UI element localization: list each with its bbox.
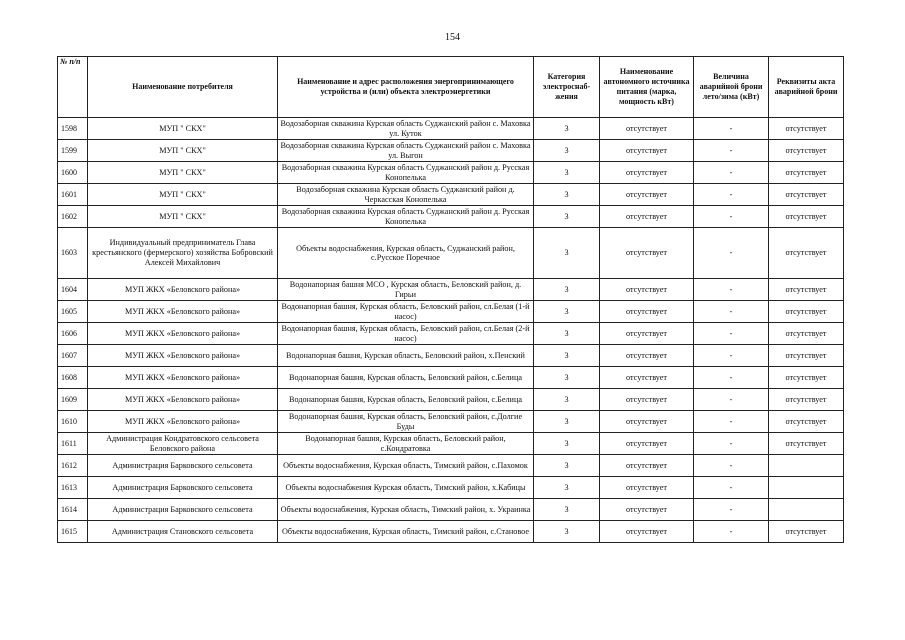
- table-row: [58, 477, 844, 499]
- consumer-cell: МУП ЖКХ «Беловского района»: [88, 323, 278, 345]
- act-details-cell: отсутствует: [769, 206, 844, 228]
- emergency-reserve-cell: -: [694, 323, 769, 345]
- power-source-cell: отсутствует: [600, 184, 694, 206]
- category-cell: 3: [534, 477, 600, 499]
- category-cell: 3: [534, 411, 600, 433]
- act-details-cell: отсутствует: [769, 345, 844, 367]
- power-source-cell: отсутствует: [600, 323, 694, 345]
- page-number: 154: [445, 32, 460, 43]
- category-cell: 3: [534, 184, 600, 206]
- category-cell: 3: [534, 499, 600, 521]
- table-row: [58, 433, 844, 455]
- emergency-reserve-cell: -: [694, 345, 769, 367]
- table-row: [58, 162, 844, 184]
- act-details-cell: [769, 499, 844, 521]
- object-address-cell: Водозаборная скважина Курская область Суджанский район с. Маховка ул. Куток: [278, 118, 534, 140]
- emergency-reserve-cell: -: [694, 477, 769, 499]
- row-number-cell: 1609: [58, 389, 88, 411]
- emergency-reserve-cell: -: [694, 228, 769, 279]
- row-number-cell: 1600: [58, 162, 88, 184]
- object-address-cell: Водонапорная башня, Курская область, Беловский район, х.Пенский: [278, 345, 534, 367]
- power-source-cell: отсутствует: [600, 455, 694, 477]
- row-number-cell: 1614: [58, 499, 88, 521]
- power-source-cell: отсутствует: [600, 301, 694, 323]
- consumer-cell: МУП " СКХ": [88, 184, 278, 206]
- table-row: [58, 323, 844, 345]
- consumer-cell: МУП ЖКХ «Беловского района»: [88, 279, 278, 301]
- act-details-cell: отсутствует: [769, 140, 844, 162]
- row-number-cell: 1598: [58, 118, 88, 140]
- object-address-cell: Водозаборная скважина Курская область Суджанский район д. Черкасская Конопелька: [278, 184, 534, 206]
- act-details-cell: отсутствует: [769, 118, 844, 140]
- act-details-cell: отсутствует: [769, 367, 844, 389]
- category-cell: 3: [534, 345, 600, 367]
- category-cell: 3: [534, 162, 600, 184]
- row-number-cell: 1613: [58, 477, 88, 499]
- category-cell: 3: [534, 323, 600, 345]
- object-address-cell: Водонапорная башня, Курская область, Беловский район, с.Белица: [278, 367, 534, 389]
- row-number-cell: 1606: [58, 323, 88, 345]
- consumer-cell: Администрация Барковского сельсовета: [88, 455, 278, 477]
- table-row: [58, 411, 844, 433]
- row-number-cell: 1605: [58, 301, 88, 323]
- emergency-reserve-cell: -: [694, 301, 769, 323]
- row-number-cell: 1608: [58, 367, 88, 389]
- emergency-reserve-cell: -: [694, 455, 769, 477]
- emergency-reserve-cell: -: [694, 389, 769, 411]
- consumers-table: [57, 56, 844, 543]
- power-source-cell: отсутствует: [600, 389, 694, 411]
- category-cell: 3: [534, 279, 600, 301]
- consumer-cell: МУП ЖКХ «Беловского района»: [88, 389, 278, 411]
- object-address-cell: Объекты водоснабжения, Курская область, Тимский район, с.Становое: [278, 521, 534, 543]
- table-row: [58, 279, 844, 301]
- table-row: [58, 345, 844, 367]
- table-row: [58, 184, 844, 206]
- power-source-cell: отсутствует: [600, 118, 694, 140]
- power-source-cell: отсутствует: [600, 140, 694, 162]
- header-category: Категория электроснаб-жения: [534, 57, 600, 118]
- power-source-cell: отсутствует: [600, 206, 694, 228]
- consumer-cell: МУП " СКХ": [88, 140, 278, 162]
- consumer-cell: Индивидуальный предприниматель Глава крестьянского (фермерского) хозяйства Бобровский Алексей Михайлович: [88, 228, 278, 279]
- object-address-cell: Объекты водоснабжения, Курская область, Тимский район, х. Украинка: [278, 499, 534, 521]
- emergency-reserve-cell: -: [694, 499, 769, 521]
- category-cell: 3: [534, 521, 600, 543]
- row-number-cell: 1615: [58, 521, 88, 543]
- emergency-reserve-cell: -: [694, 279, 769, 301]
- act-details-cell: отсутствует: [769, 521, 844, 543]
- consumer-cell: МУП " СКХ": [88, 206, 278, 228]
- act-details-cell: отсутствует: [769, 411, 844, 433]
- consumer-cell: Администрация Барковского сельсовета: [88, 477, 278, 499]
- table-header-row: [58, 57, 844, 118]
- category-cell: 3: [534, 367, 600, 389]
- row-number-cell: 1610: [58, 411, 88, 433]
- row-number-cell: 1599: [58, 140, 88, 162]
- emergency-reserve-cell: -: [694, 184, 769, 206]
- header-consumer: Наименование потребителя: [88, 57, 278, 118]
- category-cell: 3: [534, 206, 600, 228]
- table-row: [58, 521, 844, 543]
- act-details-cell: отсутствует: [769, 389, 844, 411]
- table-row: [58, 455, 844, 477]
- object-address-cell: Водонапорная башня, Курская область, Беловский район, с.Белица: [278, 389, 534, 411]
- header-emergency-reserve: Величина аварийной брони лето/зима (кВт): [694, 57, 769, 118]
- consumer-cell: МУП ЖКХ «Беловского района»: [88, 411, 278, 433]
- row-number-cell: 1604: [58, 279, 88, 301]
- act-details-cell: отсутствует: [769, 323, 844, 345]
- emergency-reserve-cell: -: [694, 411, 769, 433]
- act-details-cell: [769, 477, 844, 499]
- power-source-cell: отсутствует: [600, 279, 694, 301]
- power-source-cell: отсутствует: [600, 345, 694, 367]
- table-body: [58, 118, 844, 543]
- consumer-cell: Администрация Становского сельсовета: [88, 521, 278, 543]
- header-object: Наименование и адрес расположения энергопринимающего устройства и (или) объекта электроэнергетики: [278, 57, 534, 118]
- row-number-cell: 1601: [58, 184, 88, 206]
- power-source-cell: отсутствует: [600, 162, 694, 184]
- category-cell: 3: [534, 301, 600, 323]
- object-address-cell: Водонапорная башня, Курская область, Беловский район, с.Долгие Буды: [278, 411, 534, 433]
- consumer-cell: МУП ЖКХ «Беловского района»: [88, 345, 278, 367]
- consumer-cell: Администрация Кондратовского сельсовета Беловского района: [88, 433, 278, 455]
- category-cell: 3: [534, 228, 600, 279]
- emergency-reserve-cell: -: [694, 140, 769, 162]
- act-details-cell: отсутствует: [769, 184, 844, 206]
- emergency-reserve-cell: -: [694, 206, 769, 228]
- category-cell: 3: [534, 389, 600, 411]
- category-cell: 3: [534, 455, 600, 477]
- consumer-cell: Администрация Барковского сельсовета: [88, 499, 278, 521]
- act-details-cell: отсутствует: [769, 279, 844, 301]
- category-cell: 3: [534, 433, 600, 455]
- row-number-cell: 1611: [58, 433, 88, 455]
- object-address-cell: Водонапорная башня МСО , Курская область, Беловский район, д. Гирьи: [278, 279, 534, 301]
- object-address-cell: Объекты водоснабжения, Курская область, Суджанский район, с.Русское Поречное: [278, 228, 534, 279]
- consumer-cell: МУП ЖКХ «Беловского района»: [88, 301, 278, 323]
- act-details-cell: отсутствует: [769, 301, 844, 323]
- object-address-cell: Объекты водоснабжения Курская область, Тимский район, х.Кабицы: [278, 477, 534, 499]
- object-address-cell: Водозаборная скважина Курская область Суджанский район д. Русская Конопелька: [278, 162, 534, 184]
- category-cell: 3: [534, 140, 600, 162]
- consumer-cell: МУП ЖКХ «Беловского района»: [88, 367, 278, 389]
- power-source-cell: отсутствует: [600, 228, 694, 279]
- object-address-cell: Объекты водоснабжения, Курская область, Тимский район, с.Пахомок: [278, 455, 534, 477]
- table-row: [58, 206, 844, 228]
- power-source-cell: отсутствует: [600, 411, 694, 433]
- header-number: № п/п: [58, 57, 88, 118]
- table-row: [58, 367, 844, 389]
- act-details-cell: отсутствует: [769, 228, 844, 279]
- object-address-cell: Водонапорная башня, Курская область, Беловский район, с.Кондратовка: [278, 433, 534, 455]
- header-act-details: Реквизиты акта аварийной брони: [769, 57, 844, 118]
- act-details-cell: [769, 455, 844, 477]
- emergency-reserve-cell: -: [694, 118, 769, 140]
- table-row: [58, 140, 844, 162]
- object-address-cell: Водозаборная скважина Курская область Суджанский район д. Русская Конопелька: [278, 206, 534, 228]
- power-source-cell: отсутствует: [600, 521, 694, 543]
- category-cell: 3: [534, 118, 600, 140]
- object-address-cell: Водозаборная скважина Курская область Суджанский район с. Маховка ул. Выгон: [278, 140, 534, 162]
- power-source-cell: отсутствует: [600, 367, 694, 389]
- act-details-cell: отсутствует: [769, 162, 844, 184]
- header-power-source: Наименование автономного источника питания (марка, мощность кВт): [600, 57, 694, 118]
- consumer-cell: МУП " СКХ": [88, 118, 278, 140]
- emergency-reserve-cell: -: [694, 433, 769, 455]
- emergency-reserve-cell: -: [694, 162, 769, 184]
- table-row: [58, 118, 844, 140]
- table-row: [58, 499, 844, 521]
- power-source-cell: отсутствует: [600, 499, 694, 521]
- table-row: [58, 301, 844, 323]
- emergency-reserve-cell: -: [694, 521, 769, 543]
- object-address-cell: Водонапорная башня, Курская область, Беловский район, сл.Белая (2-й насос): [278, 323, 534, 345]
- consumer-cell: МУП " СКХ": [88, 162, 278, 184]
- power-source-cell: отсутствует: [600, 433, 694, 455]
- act-details-cell: отсутствует: [769, 433, 844, 455]
- row-number-cell: 1602: [58, 206, 88, 228]
- power-source-cell: отсутствует: [600, 477, 694, 499]
- row-number-cell: 1607: [58, 345, 88, 367]
- emergency-reserve-cell: -: [694, 367, 769, 389]
- table-row: [58, 389, 844, 411]
- table-row: [58, 228, 844, 279]
- object-address-cell: Водонапорная башня, Курская область, Беловский район, сл.Белая (1-й насос): [278, 301, 534, 323]
- row-number-cell: 1612: [58, 455, 88, 477]
- row-number-cell: 1603: [58, 228, 88, 279]
